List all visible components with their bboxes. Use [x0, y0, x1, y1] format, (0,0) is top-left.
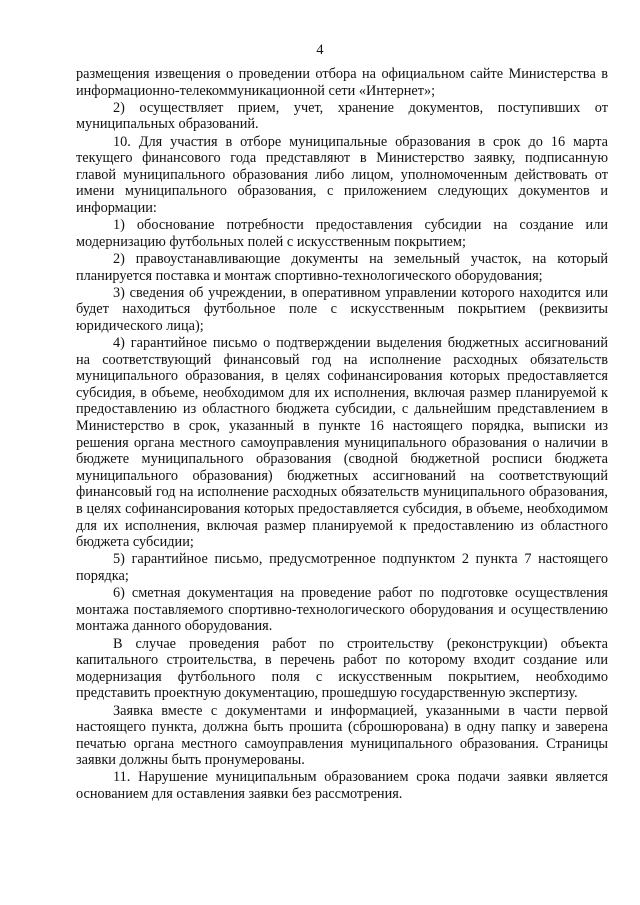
- paragraph-point-10: 10. Для участия в отборе муниципальные образования в срок до 16 марта текущего финансового года представляют в Министерство заявку, подписанную главой муниципального образования либо лицом, уполномоченным действовать от имени муниципального образования, с приложением следующих документов и информации:: [76, 133, 608, 216]
- paragraph-document-4: 4) гарантийное письмо о подтверждении выделения бюджетных ассигнований на соответствующий финансовый год на исполнение расходных обязательств муниципального образования, в целях софинансирования которых предоставляется субсидия, в объеме, необходимом для их исполнения, включая размер планируемой к предоставлению из областного бюджета субсидии, с дальнейшим представлением в Министерство в срок, указанный в пункте 16 настоящего порядка, выписки из решения органа местного самоуправления муниципального образования о наличии в бюджете муниципального образования (сводной бюджетной росписи бюджета муниципального образования) бюджетных ассигнований на соответствующий финансовый год на исполнение расходных обязательств муниципального образования, в целях софинансирования которых предоставляется субсидия, в объеме, необходимом для их исполнения, включая размер планируемой к предоставлению из областного бюджета субсидии;: [76, 335, 608, 551]
- paragraph-construction: В случае проведения работ по строительству (реконструкции) объекта капитального строительства, в перечень работ по которому входит создание или модернизация футбольного поля с искусственным покрытием, необходимо представить проектную документацию, прошедшую государственную экспертизу.: [76, 635, 608, 702]
- paragraph-binding: Заявка вместе с документами и информацией, указанными в части первой настоящего пункта, должна быть прошита (сброшюрована) в одну папку и заверена печатью органа местного самоуправления муниципального образования. Страницы заявки должны быть пронумерованы.: [76, 702, 608, 769]
- paragraph-document-3: 3) сведения об учреждении, в оперативном управлении которого находится или будет находиться футбольное поле с искусственным покрытием (реквизиты юридического лица);: [76, 284, 608, 334]
- paragraph-document-6: 6) сметная документация на проведение работ по подготовке осуществления монтажа поставляемого спортивно-технологического оборудования и осуществлению монтажа данного оборудования.: [76, 585, 608, 635]
- document-body: [76, 66, 608, 803]
- paragraph-point-11: 11. Нарушение муниципальным образованием срока подачи заявки является основанием для оставления заявки без рассмотрения.: [76, 769, 608, 803]
- paragraph-document-1: 1) обоснование потребности предоставления субсидии на создание или модернизацию футбольных полей с искусственным покрытием;: [76, 217, 608, 250]
- paragraph-document-5: 5) гарантийное письмо, предусмотренное подпунктом 2 пункта 7 настоящего порядка;: [76, 551, 608, 584]
- page-number: 4: [316, 42, 324, 58]
- paragraph-continuation: размещения извещения о проведении отбора на официальном сайте Министерства в информационно-телекоммуникационной сети «Интернет»;: [76, 66, 608, 99]
- paragraph-item-2: 2) осуществляет прием, учет, хранение документов, поступивших от муниципальных образований.: [76, 99, 608, 133]
- paragraph-document-2: 2) правоустанавливающие документы на земельный участок, на который планируется поставка и монтаж спортивно-технологического оборудования;: [76, 250, 608, 284]
